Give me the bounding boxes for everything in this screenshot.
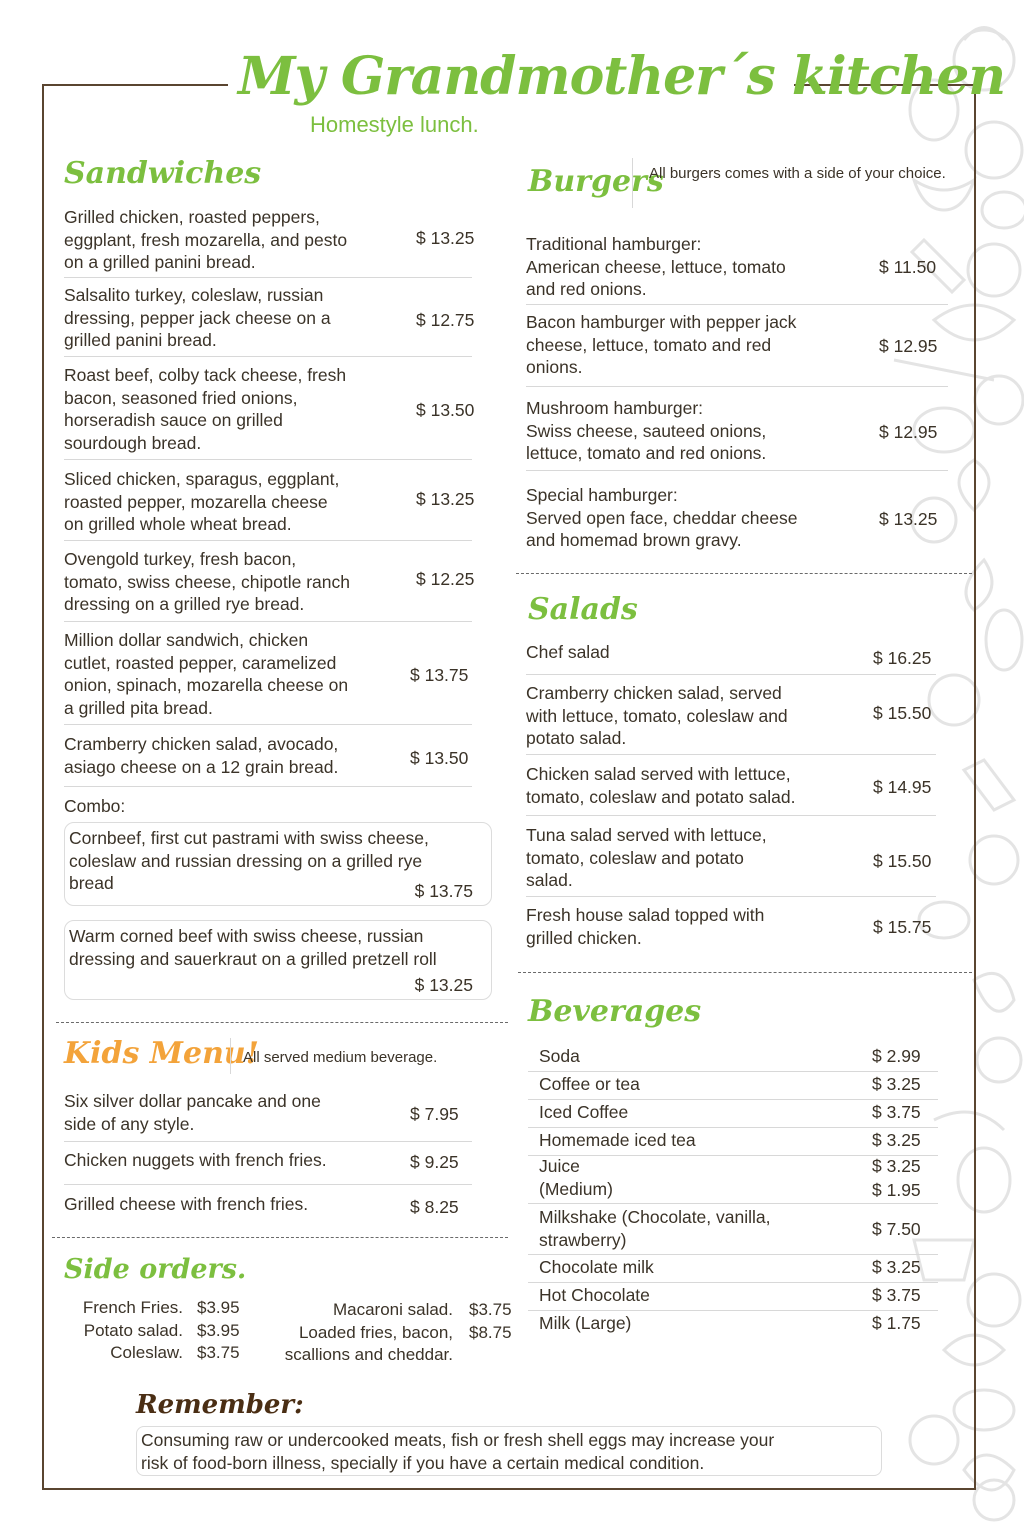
beverage-name: Chocolate milk (539, 1257, 654, 1277)
item-price: $ 16.25 (873, 648, 932, 668)
beverage-name: Iced Coffee (539, 1102, 629, 1122)
side-order-name: scallions and cheddar. (284, 1345, 453, 1364)
menu-item (64, 284, 475, 357)
side-order-name: Loaded fries, bacon, (298, 1322, 453, 1342)
combo-item (64, 920, 492, 1000)
restaurant-title: My Grandmother´s kitchen (238, 46, 1006, 107)
combo-description: Cornbeef, first cut pastrami with swiss cheese, coleslaw and russian dressing on a grilled rye bread (69, 828, 429, 893)
salads-title: Salads (528, 592, 638, 627)
beverage-price: $ 1.75 (872, 1313, 921, 1333)
item-description: Million dollar sandwich, chicken cutlet, roasted pepper, caramelized onion, spinach, mozarella cheese on a grilled pita bread. (64, 630, 349, 718)
divider (516, 573, 972, 574)
menu-item (526, 763, 936, 816)
divider (632, 158, 633, 208)
menu-item (64, 1090, 472, 1142)
restaurant-subtitle: Homestyle lunch. (310, 112, 479, 137)
beverage-price: $ 3.25 $ 1.95 (872, 1156, 921, 1200)
sandwiches-title: Sandwiches (64, 156, 262, 191)
combo-description: Warm corned beef with swiss cheese, russian dressing and sauerkraut on a grilled pretzell roll (69, 926, 437, 969)
side-order-name: Macaroni salad. (332, 1300, 453, 1319)
item-price: $ 14.95 (873, 777, 932, 797)
menu-item (526, 233, 948, 305)
menu-item (526, 682, 936, 755)
item-description: Salsalito turkey, coleslaw, russian dressing, pepper jack cheese on a grilled panini bread. (64, 285, 331, 350)
item-description: Sliced chicken, sparagus, eggplant, roasted pepper, mozarella cheese on grilled whole wheat bread. (64, 469, 340, 534)
beverage-price: $ 3.75 (872, 1102, 921, 1122)
menu-item (64, 733, 472, 787)
menu-item (64, 629, 472, 725)
menu-item (64, 364, 475, 460)
menu-item (526, 824, 936, 897)
item-price: $ 13.50 (416, 400, 475, 420)
item-description: Grilled cheese with french fries. (64, 1194, 309, 1214)
kids-menu-title: Kids Menu! (64, 1036, 259, 1071)
beverage-name: Milk (Large) (539, 1313, 632, 1333)
menu-item (64, 206, 475, 278)
beverage-price: $ 2.99 (872, 1046, 921, 1066)
beverage-name: Milkshake (Chocolate, vanilla, strawberry) (539, 1207, 771, 1250)
side-order-price: $3.95 (197, 1320, 240, 1340)
beverage-item (528, 1311, 938, 1339)
menu-item (64, 548, 475, 622)
item-description: Special hamburger: Served open face, cheddar cheese and homemad brown gravy. (526, 485, 798, 550)
item-price: $ 11.50 (879, 257, 937, 277)
beverage-price: $ 3.25 (872, 1130, 921, 1150)
divider (230, 1038, 231, 1074)
item-description: Cramberry chicken salad, served with lettuce, tomato, coleslaw and potato salad. (526, 683, 788, 748)
side-order-name: French Fries. (82, 1298, 183, 1317)
item-price: $ 12.95 (879, 336, 938, 356)
beverage-item (528, 1283, 938, 1311)
beverage-price: $ 3.75 (872, 1285, 921, 1305)
item-price: $ 7.95 (410, 1104, 459, 1124)
item-price: $ 15.50 (873, 851, 932, 871)
item-description: Cramberry chicken salad, avocado, asiago cheese on a 12 grain bread. (64, 734, 339, 777)
item-price: $ 9.25 (410, 1152, 459, 1172)
food-safety-warning (136, 1426, 882, 1476)
beverage-item (528, 1154, 938, 1204)
beverage-price: $ 7.50 (872, 1219, 921, 1239)
item-description: Bacon hamburger with pepper jack cheese, lettuce, tomato and red onions. (526, 312, 797, 377)
item-description: Fresh house salad topped with grilled chicken. (526, 905, 765, 948)
item-description: Mushroom hamburger: Swiss cheese, sauteed onions, lettuce, tomato and red onions. (526, 398, 767, 463)
beverage-item (528, 1255, 938, 1283)
beverage-item (528, 1205, 938, 1255)
item-description: Ovengold turkey, fresh bacon, tomato, swiss cheese, chipotle ranch dressing on a grilled rye bread. (64, 549, 350, 614)
beverage-name: Homemade iced tea (539, 1130, 696, 1150)
divider (518, 972, 972, 973)
item-price: $ 13.25 (416, 228, 475, 248)
beverages-title: Beverages (528, 994, 702, 1029)
item-description: Chicken salad served with lettuce, tomato, coleslaw and potato salad. (526, 764, 796, 807)
beverage-item (528, 1100, 938, 1128)
item-price: $ 13.75 (410, 665, 469, 685)
side-order-price: $3.75 (469, 1300, 512, 1319)
menu-item (526, 397, 948, 471)
warning-text: Consuming raw or undercooked meats, fish or fresh shell eggs may increase your risk of food-born illness, specially if you have a certain medical condition. (141, 1430, 775, 1473)
item-description: Traditional hamburger: American cheese, lettuce, tomato and red onions. (526, 234, 786, 299)
combo-item (64, 822, 492, 906)
item-description: Grilled chicken, roasted peppers, eggplant, fresh mozarella, and pesto on a grilled panini bread. (64, 207, 348, 272)
beverage-name: Coffee or tea (539, 1074, 640, 1094)
beverage-name: Soda (539, 1046, 580, 1066)
menu-item (526, 641, 936, 675)
item-price: $ 8.25 (410, 1197, 459, 1217)
item-price: $ 13.25 (416, 489, 475, 509)
combo-price: $ 13.25 (414, 974, 473, 995)
combo-label: Combo: (64, 796, 126, 816)
beverage-price: $ 3.25 (872, 1257, 921, 1277)
beverage-name: Juice (Medium) (539, 1156, 613, 1199)
divider (56, 1022, 508, 1023)
side-order-name: Coleslaw. (110, 1343, 183, 1362)
menu-item (526, 311, 948, 387)
item-price: $ 15.75 (873, 917, 932, 937)
divider (52, 1237, 508, 1238)
item-price: $ 12.25 (416, 569, 475, 589)
burgers-title: Burgers (528, 164, 664, 199)
item-price: $ 13.25 (879, 509, 938, 529)
item-price: $ 12.95 (879, 422, 938, 442)
menu-item (526, 904, 936, 956)
side-order-price: $8.75 (469, 1322, 512, 1342)
burgers-note: All burgers comes with a side of your choice. (649, 165, 946, 182)
item-description: Six silver dollar pancake and one side of any style. (64, 1091, 321, 1134)
menu-item (64, 1149, 472, 1185)
beverage-price: $ 3.25 (872, 1074, 921, 1094)
beverage-item (528, 1044, 938, 1072)
beverage-item (528, 1072, 938, 1100)
side-order-price: $3.95 (197, 1298, 240, 1317)
kids-menu-note: All served medium beverage. (243, 1049, 438, 1066)
side-orders-title: Side orders. (64, 1254, 247, 1285)
combo-price: $ 13.75 (414, 880, 473, 901)
item-price: $ 12.75 (416, 310, 475, 330)
item-price: $ 13.50 (410, 748, 469, 768)
beverage-item (528, 1128, 938, 1156)
item-price: $ 15.50 (873, 703, 932, 723)
item-description: Tuna salad served with lettuce, tomato, coleslaw and potato salad. (526, 825, 767, 890)
side-order-name: Potato salad. (83, 1320, 183, 1340)
beverage-name: Hot Chocolate (539, 1285, 650, 1305)
item-description: Roast beef, colby tack cheese, fresh bacon, seasoned fried onions, horseradish sauce on grilled sourdough bread. (64, 365, 347, 453)
menu-item (526, 484, 948, 556)
menu-item (64, 468, 475, 541)
side-order-price: $3.75 (197, 1343, 240, 1362)
item-description: Chicken nuggets with french fries. (64, 1150, 327, 1170)
item-description: Chef salad (526, 642, 610, 662)
menu-item (64, 1193, 472, 1223)
remember-title: Remember: (136, 1390, 304, 1420)
